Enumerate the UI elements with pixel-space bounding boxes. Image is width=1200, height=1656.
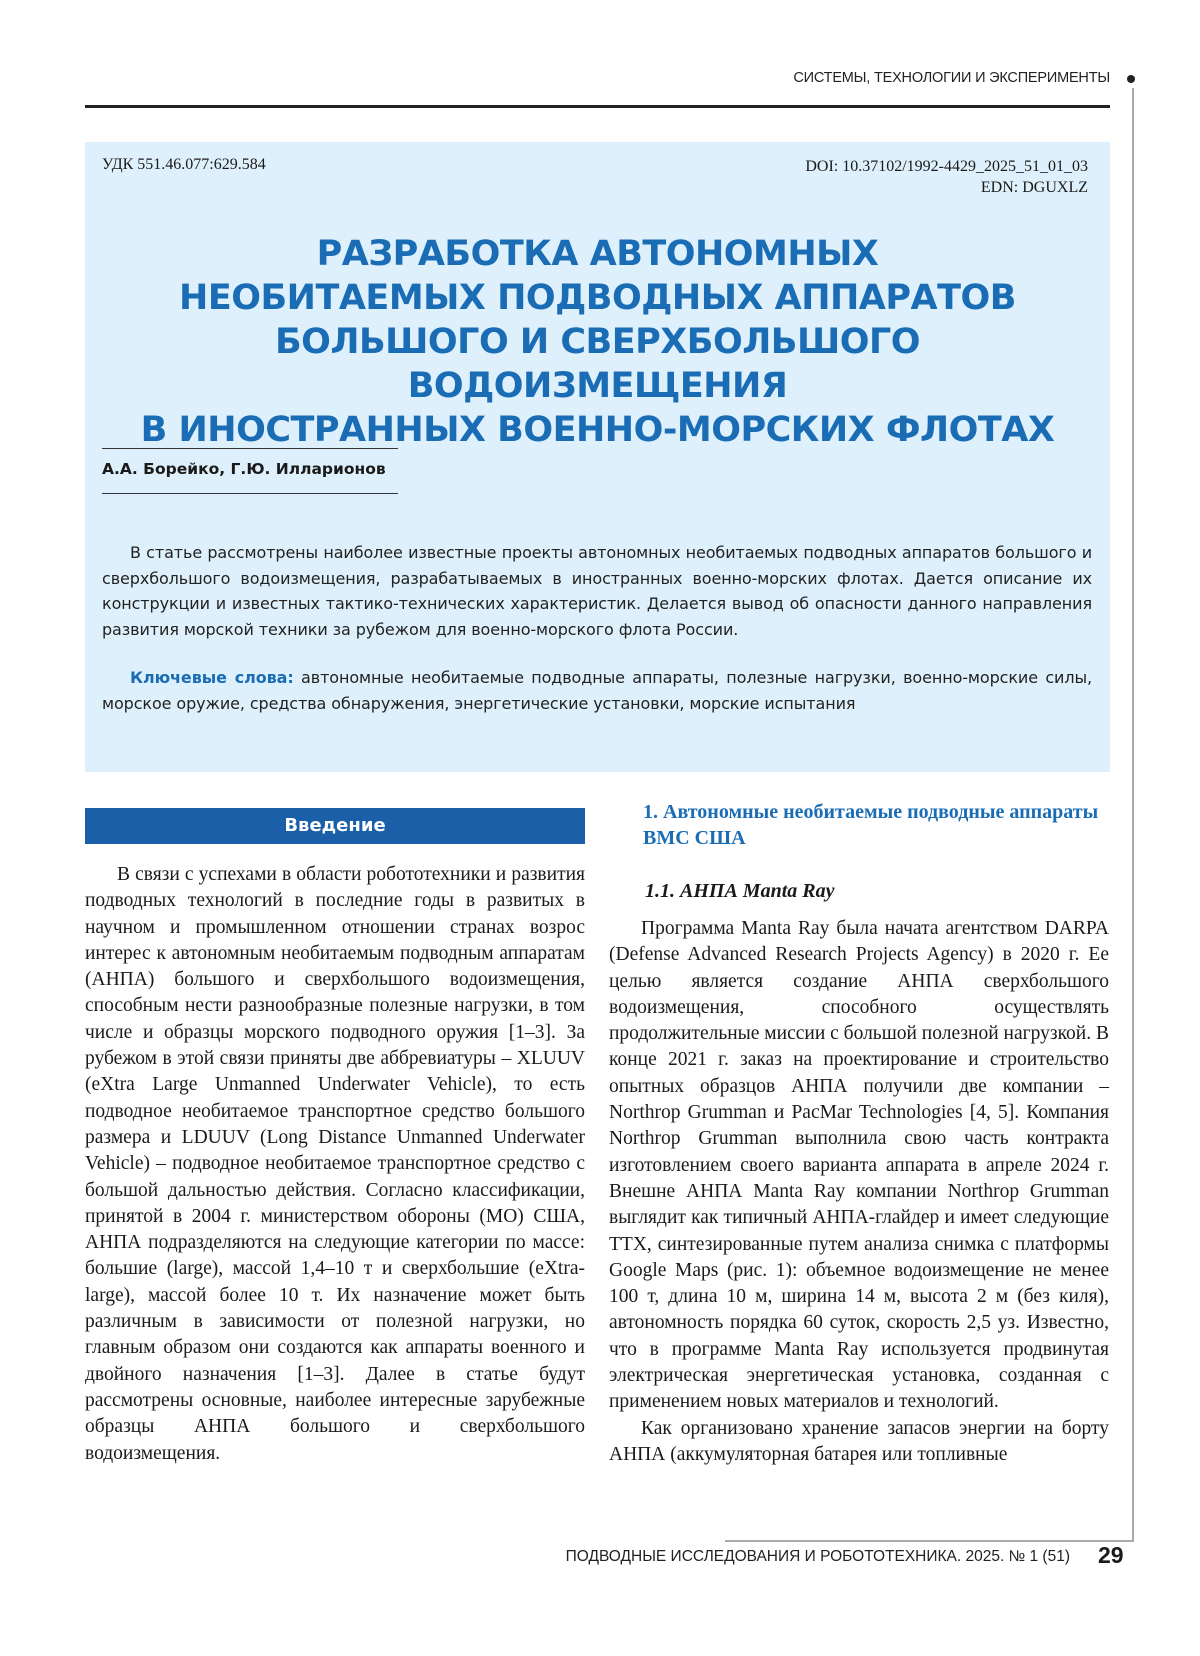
header-bullet <box>1127 75 1135 83</box>
authors-rule-top <box>102 448 398 449</box>
keywords-text: автономные необитаемые подводные аппараты, полезные нагрузки, военно-морские силы, морское оружие, средства обнаружения, энергетические установки, морские испытания <box>102 668 1092 713</box>
paragraph: Как организовано хранение запасов энергии на борту АНПА (аккумуляторная батарея или топливные <box>609 1416 1109 1469</box>
authors: А.А. Борейко, Г.Ю. Илларионов <box>102 460 386 478</box>
doi: DOI: 10.37102/1992-4429_2025_51_01_03 <box>805 156 1088 177</box>
header-divider <box>85 105 1110 108</box>
authors-rule-bottom <box>102 493 398 494</box>
journal-footer: ПОДВОДНЫЕ ИССЛЕДОВАНИЯ И РОБОТОТЕХНИКА. 2025. № 1 (51) <box>566 1548 1070 1566</box>
running-header: СИСТЕМЫ, ТЕХНОЛОГИИ И ЭКСПЕРИМЕНТЫ <box>793 70 1110 86</box>
title-line: НЕОБИТАЕМЫХ ПОДВОДНЫХ АППАРАТОВ <box>85 276 1110 320</box>
paragraph: В связи с успехами в области робототехники и развития подводных технологий в последние годы в развитых в научном и промышленном отношении странах возрос интерес к автономным необитаемым подводным аппаратам (АНПА) большого и сверхбольшого водоизмещения, способным нести разнообразные полезные нагрузки, в том числе и образцы морского подводного оружия [1–3]. За рубежом в этой связи приняты две аббревиатуры – XLUUV (eXtra Large Unmanned Underwater Vehicle), то есть подводное необитаемое транспортное средство большого размера и LDUUV (Long Distance Unmanned Underwater Vehicle) – подводное необитаемое транспортное средство с большой дальностью действия. Согласно классификации, принятой в 2004 г. министерством обороны (МО) США, АНПА подразделяются на следующие категории по массе: большие (large), массой 1,4–10 т и сверхбольшие (eXtra-large), массой более 10 т. Их назначение может быть различным в зависимости от полезной нагрузки, но главным образом они создаются как аппараты военного и двойного назначения [1–3]. Далее в статье будут рассмотрены основные, наиболее интересные зарубежные образцы АНПА большого и сверхбольшого водоизмещения. <box>85 862 585 1467</box>
page-number: 29 <box>1098 1542 1124 1569</box>
title-line: В ИНОСТРАННЫХ ВОЕННО-МОРСКИХ ФЛОТАХ <box>85 408 1110 452</box>
page-border-right <box>1132 88 1134 1541</box>
intro-heading: Введение <box>85 808 585 844</box>
udk-code: УДК 551.46.077:629.584 <box>102 156 266 174</box>
title-line: БОЛЬШОГО И СВЕРХБОЛЬШОГО ВОДОИЗМЕЩЕНИЯ <box>85 320 1110 408</box>
section1-column <box>609 916 1109 1468</box>
intro-column <box>85 862 585 1467</box>
keywords-label: Ключевые слова: <box>130 668 294 687</box>
doi-block <box>805 156 1088 198</box>
title-line: РАЗРАБОТКА АВТОНОМНЫХ <box>85 232 1110 276</box>
keywords <box>102 665 1092 716</box>
edn: EDN: DGUXLZ <box>805 177 1088 198</box>
subsection-heading: 1.1. АНПА Manta Ray <box>645 880 834 903</box>
page-border-bottom <box>725 1540 1134 1542</box>
abstract: В статье рассмотрены наиболее известные проекты автономных необитаемых подводных аппаратов большого и сверхбольшого водоизмещения, разрабатываемых в иностранных военно-морских флотах. Дается описание их конструкции и известных тактико-технических характеристик. Делается вывод об опасности данного направления развития морской техники за рубежом для военно-морского флота России. <box>102 540 1092 642</box>
section-heading: 1. Автономные необитаемые подводные аппараты ВМС США <box>643 799 1103 851</box>
article-title <box>85 232 1110 452</box>
paragraph: Программа Manta Ray была начата агентством DARPA (Defense Advanced Research Projects Agency) в 2020 г. Ее целью является создание АНПА сверхбольшого водоизмещения, способного осуществлять продолжительные миссии с большой полезной нагрузкой. В конце 2021 г. заказ на проектирование и строительство опытных образцов АНПА получили две компании – Northrop Grumman и PacMar Technologies [4, 5]. Компания Northrop Grumman выполнила свою часть контракта изготовлением своего варианта аппарата в апреле 2024 г. Внешне АНПА Manta Ray компании Northrop Grumman выглядит как типичный АНПА-глайдер и имеет следующие ТТХ, синтезированные путем анализа снимка с платформы Google Maps (рис. 1): объемное водоизмещение не менее 100 т, длина 10 м, ширина 14 м, высота 2 м (без киля), автономность порядка 60 суток, скорость 2,5 уз. Известно, что в программе Manta Ray используется продвинутая электрическая энергетическая установка, созданная с применением новых материалов и технологий. <box>609 916 1109 1416</box>
